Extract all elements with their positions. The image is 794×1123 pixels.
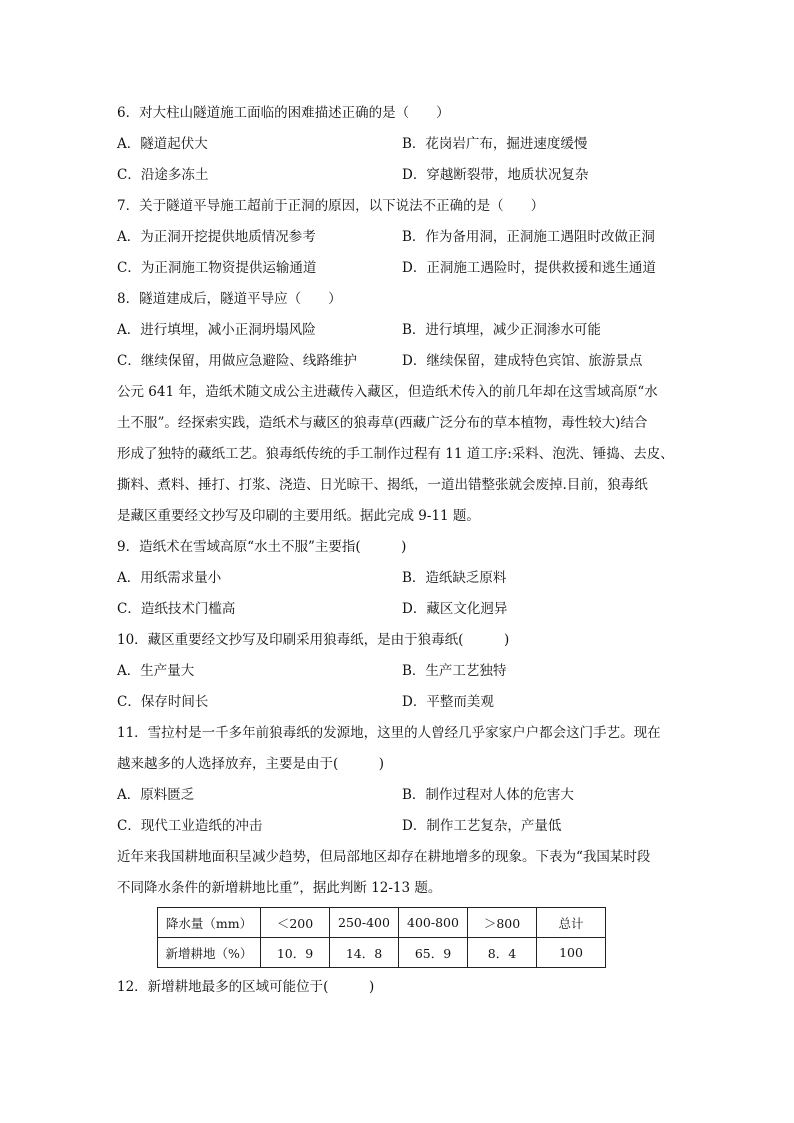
table-header-row (158, 908, 606, 938)
q10-option-d: D．平整而美观 (402, 694, 494, 710)
q10-option-c: C．保存时间长 (117, 694, 209, 710)
table-cell: 100 (537, 938, 606, 968)
table-row (158, 938, 606, 968)
passage-line: 公元 641 年，造纸术随文成公主进藏传入藏区，但造纸术传入的前几年却在这雪域高原“水 (117, 384, 658, 400)
question-10-options-row-2 (117, 687, 682, 718)
q6-option-d: D．穿越断裂带，地质状况复杂 (402, 167, 589, 183)
passage-line: 是藏区重要经文抄写及印刷的主要用纸。据此完成 9-11 题。 (117, 508, 480, 524)
q7-option-c: C．为正洞施工物资提供运输通道 (117, 260, 317, 276)
table-cell: 65．9 (399, 938, 468, 968)
passage-tibetan-paper (117, 377, 682, 532)
passage-line: 不同降水条件的新增耕地比重”，据此判断 12-13 题。 (117, 880, 442, 896)
question-6-options-row-2 (117, 160, 682, 191)
table-cell: ＞800 (468, 908, 537, 938)
question-12-stem: 12．新增耕地最多的区域可能位于( ) (117, 979, 375, 995)
q10-option-b: B．生产工艺独特 (402, 663, 507, 679)
q7-option-a: A．为正洞开挖提供地质情况参考 (117, 229, 316, 245)
q8-option-c: C．继续保留，用做应急避险、线路维护 (117, 353, 357, 369)
question-7-options-row-2 (117, 253, 682, 284)
question-8-options-row-1 (117, 315, 682, 346)
passage-line: 土不服”。经探索实践，造纸术与藏区的狼毒草(西藏广泛分布的草本植物，毒性较大)结合 (117, 415, 648, 431)
q9-option-d: D．藏区文化迥异 (402, 601, 508, 617)
q6-option-a: A．隧道起伏大 (117, 136, 208, 152)
question-11-options-row-2 (117, 811, 682, 842)
question-6-stem: 6．对大柱山隧道施工面临的困难描述正确的是（ ） (117, 105, 450, 121)
exam-page (117, 98, 682, 1003)
q8-option-a: A．进行填埋，减小正洞坍塌风险 (117, 322, 316, 338)
table-cell: 总计 (537, 908, 606, 938)
table-cell: 8．4 (468, 938, 537, 968)
question-10-options-row-1 (117, 656, 682, 687)
question-11-options-row-1 (117, 780, 682, 811)
question-9-stem: 9．造纸术在雪域高原“水土不服”主要指( ) (117, 539, 407, 555)
q9-option-b: B．造纸缺乏原料 (402, 570, 507, 586)
q8-option-b: B．进行填埋，减少正洞渗水可能 (402, 322, 601, 338)
q11-option-b: B．制作过程对人体的危害大 (402, 787, 574, 803)
q6-option-c: C．沿途多冻土 (117, 167, 209, 183)
question-10-stem: 10．藏区重要经文抄写及印刷采用狼毒纸，是由于狼毒纸( ) (117, 632, 510, 648)
table-cell: ＜200 (261, 908, 330, 938)
question-8-stem: 8．隧道建成后，隧道平导应（ ） (117, 291, 342, 307)
question-8-options-row-2 (117, 346, 682, 377)
question-7-options-row-1 (117, 222, 682, 253)
passage-line: 近年来我国耕地面积呈减少趋势，但局部地区却存在耕地增多的现象。下表为“我国某时段 (117, 849, 651, 865)
table-cell: 250-400 (330, 908, 399, 938)
q8-option-d: D．继续保留，建成特色宾馆、旅游景点 (402, 353, 643, 369)
table-cell: 400-800 (399, 908, 468, 938)
q6-option-b: B．花岗岩广布，掘进速度缓慢 (402, 136, 588, 152)
question-11-stem-line: 11．雪拉村是一千多年前狼毒纸的发源地，这里的人曾经几乎家家户户都会这门手艺。现在 (117, 725, 661, 741)
q11-option-d: D．制作工艺复杂，产量低 (402, 818, 562, 834)
q11-option-a: A．原料匮乏 (117, 787, 195, 803)
table-cell: 14．8 (330, 938, 399, 968)
q9-option-c: C．造纸技术门槛高 (117, 601, 236, 617)
question-11-stem-line: 越来越多的人选择放弃，主要是由于( ) (117, 756, 385, 772)
passage-line: 形成了独特的藏纸工艺。狼毒纸传统的手工制作过程有 11 道工序:采料、泡洗、锤捣、去皮、 (117, 446, 674, 462)
table-cell: 10．9 (261, 938, 330, 968)
question-11-stem (117, 718, 682, 780)
q10-option-a: A．生产量大 (117, 663, 195, 679)
q9-option-a: A．用纸需求量小 (117, 570, 222, 586)
question-9-options-row-1 (117, 563, 682, 594)
q7-option-d: D．正洞施工遇险时，提供救援和逃生通道 (402, 260, 656, 276)
passage-farmland (117, 842, 682, 904)
table-cell: 新增耕地（%） (158, 938, 261, 968)
question-9-options-row-2 (117, 594, 682, 625)
passage-line: 撕料、煮料、捶打、打浆、浇造、日光晾干、揭纸，一道出错整张就会废掉.目前，狼毒纸 (117, 477, 648, 493)
table-cell: 降水量（mm） (158, 908, 261, 938)
q7-option-b: B．作为备用洞，正洞施工遇阻时改做正洞 (402, 229, 655, 245)
farmland-precipitation-table (157, 907, 606, 968)
q11-option-c: C．现代工业造纸的冲击 (117, 818, 263, 834)
question-6-options-row-1 (117, 129, 682, 160)
question-7-stem: 7．关于隧道平导施工超前于正洞的原因，以下说法不正确的是（ ） (117, 198, 545, 214)
